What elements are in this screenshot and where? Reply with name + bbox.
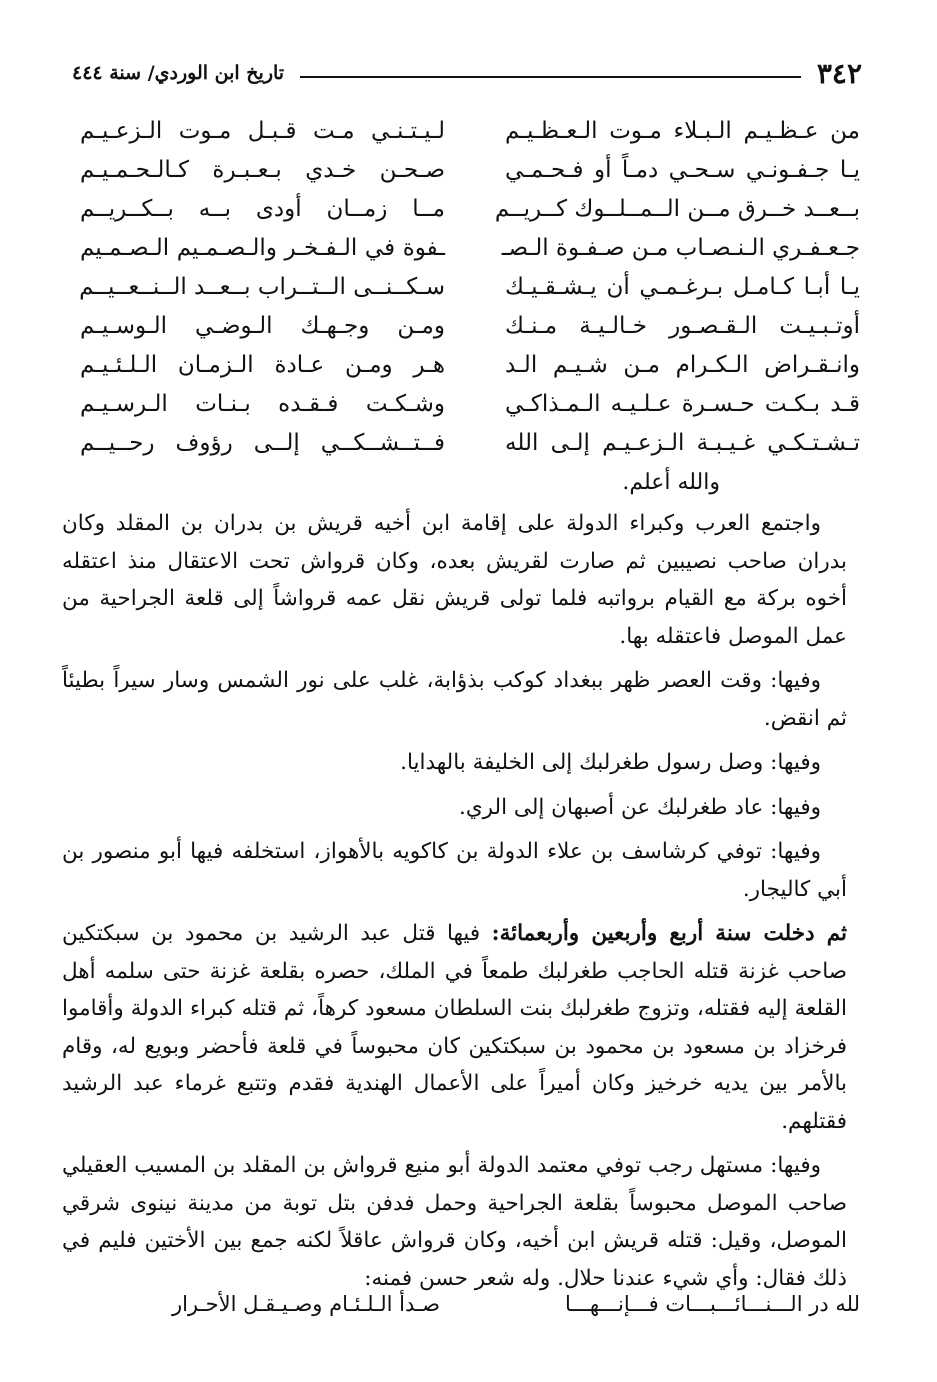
- poem-verse: [60, 157, 860, 197]
- poem-verse: [60, 274, 860, 314]
- poem-verse: [60, 235, 860, 275]
- verse-first-hemistich: أوتـبـيـت الـقـصـور خـالـيـة مـنـك: [505, 313, 860, 339]
- paragraph-text: وفيها: وصل رسول طغرلبك إلى الخليفة بالهدايا.: [400, 750, 821, 775]
- prose-body: [62, 505, 847, 1304]
- page-number: ٣٤٢: [816, 56, 862, 90]
- paragraph-text: فيها قتل عبد الرشيد بن محمود بن سبكتكين صاحب غزنة قتله الحاجب طغرلبك طمعاً في الملك، حصره بقلعة غزنة حتى سلمه أهل القلعة إليه فقتله، وتزوج طغرلبك بنت السلطان مسعود كرهاً، ثم قتله كبراء الدولة وأقاموا فرخزاد بن مسعود بن محمود بن سبكتكين كان محبوساً في قلعة فأحضر وبويع له، وقام بالأمر بين يديه خرخيز وكان أميراً على الأعمال الهندية فقدم وتتبع غرماء عبد الرشيد فقتلهم.: [62, 921, 847, 1134]
- paragraph: [62, 915, 847, 1140]
- verse-first-hemistich: تـشـتـكـي غـيـبـة الـزعـيـم إلـى الله: [505, 430, 860, 456]
- verse-first-hemistich: وانـقـراض الـكـرام مـن شـيـم الـد: [505, 352, 860, 378]
- verse-first-hemistich: يـا جـفـونـي سـحـي دمـاً أو فـحـمـي: [505, 157, 860, 183]
- paragraph: [62, 833, 847, 908]
- page-header: [72, 50, 862, 96]
- paragraph-text: واجتمع العرب وكبراء الدولة على إقامة ابن أخيه قريش بن بدران بن المقلد وكان بدران صاحب نصيبين ثم صارت لقريش بعده، وكان قرواش تحت الاعتقال منذ اعتقله أخوه بركة مع القيام برواتبه فلما تولى قريش نقل عمه قرواشاً إلى قلعة الجراحية من عمل الموصل فاعتقله بها.: [62, 511, 847, 649]
- poem-closing: والله أعلم.: [622, 470, 720, 495]
- poem: [60, 118, 860, 498]
- verse-first-hemistich: قـد بـكـت حـسـرة عـلـيـه الـمـذاكـي: [505, 391, 860, 417]
- paragraph: [62, 505, 847, 655]
- poem-verse: [60, 196, 860, 236]
- verse-second-hemistich: صـحـن خـدي بـعـبـرة كـالـحـمـيـم: [80, 157, 445, 183]
- paragraph: [62, 662, 847, 737]
- running-title: تاريخ ابن الوردي/ سنة ٤٤٤: [72, 62, 285, 84]
- verse-second-hemistich: سـكــنــى الــتــراب بــعــد الــنــعــيــم: [79, 274, 445, 300]
- poem-verse: [60, 352, 860, 392]
- verse-second-hemistich: وشـكـت فـقـده بـنـات الـرسـيـم: [80, 391, 445, 417]
- verse-second-hemistich: مــا زمــان أودى بــه بــكــريــم: [80, 196, 445, 222]
- paragraph: [62, 744, 847, 782]
- year-heading: ثم دخلت سنة أربع وأربعين وأربعمائة:: [491, 921, 847, 946]
- verse-first-hemistich: بــعــد خــرق مــن الــمــلــوك كــريــم: [494, 196, 860, 222]
- verse-second-hemistich: ومـن وجـهـك الـوضـي الـوسـيـم: [80, 313, 445, 339]
- verse-second-hemistich: فــتــشــكــي إلــى رؤوف رحــيــم: [80, 430, 445, 456]
- verse-second-hemistich: ـفوة في الـفـخـر والـصـمـيم الـصـمـيم: [80, 235, 445, 261]
- paragraph: [62, 789, 847, 827]
- poem-verse: [60, 118, 860, 158]
- poem-verse: [60, 391, 860, 431]
- verse-first-hemistich: يـا أبـا كـامـل بـرغـمـي أن يـشـقـيـك: [505, 274, 860, 300]
- poem-verse: [60, 430, 860, 470]
- verse-first-hemistich: جـعـفـري الـنـصـاب مـن صـفـوة الـصـ: [501, 235, 860, 261]
- paragraph: [62, 1147, 847, 1297]
- paragraph-text: وفيها: عاد طغرلبك عن أصبهان إلى الري.: [459, 794, 821, 820]
- poem-verse: [60, 313, 860, 353]
- final-verse: [60, 1292, 860, 1332]
- verse-second-hemistich: صـدأ الـلـئـام وصـيـقـل الأحـرار: [171, 1292, 440, 1316]
- verse-second-hemistich: لـيـتـنـي مـت قـبـل مـوت الـزعـيـم: [80, 118, 445, 144]
- paragraph-text: وفيها: توفي كرشاسف بن علاء الدولة بن كاكويه بالأهواز، استخلفه فيها أبو منصور بن أبي كاليجار.: [62, 839, 847, 902]
- verse-second-hemistich: هـر ومـن عـادة الـزمـان الـلـئـيـم: [80, 352, 445, 378]
- verse-first-hemistich: لله در الـــنـــائـــبـــات فـــإنـــهـــا: [564, 1292, 860, 1316]
- paragraph-text: وفيها: وقت العصر ظهر ببغداد كوكب بذؤابة، غلب على نور الشمس وسار سيراً بطيئاً ثم انقض.: [62, 668, 847, 731]
- verse-first-hemistich: من عـظـيـم الـبـلاء مـوت الـعـظـيـم: [505, 118, 860, 144]
- paragraph-text: وفيها: مستهل رجب توفي معتمد الدولة أبو منيع قرواش بن المقلد بن المسيب العقيلي صاحب الموصل محبوساً بقلعة الجراحية وحمل فدفن بتل توبة من مدينة نينوى شرقي الموصل، وقيل: قتله قريش ابن أخيه، وكان قرواش عاقلاً لكنه جمع بين الأختين فليم في ذلك فقال: وأي شيء عندنا حلال. وله شعر حسن فمنه:: [62, 1153, 847, 1291]
- header-rule: [300, 76, 801, 78]
